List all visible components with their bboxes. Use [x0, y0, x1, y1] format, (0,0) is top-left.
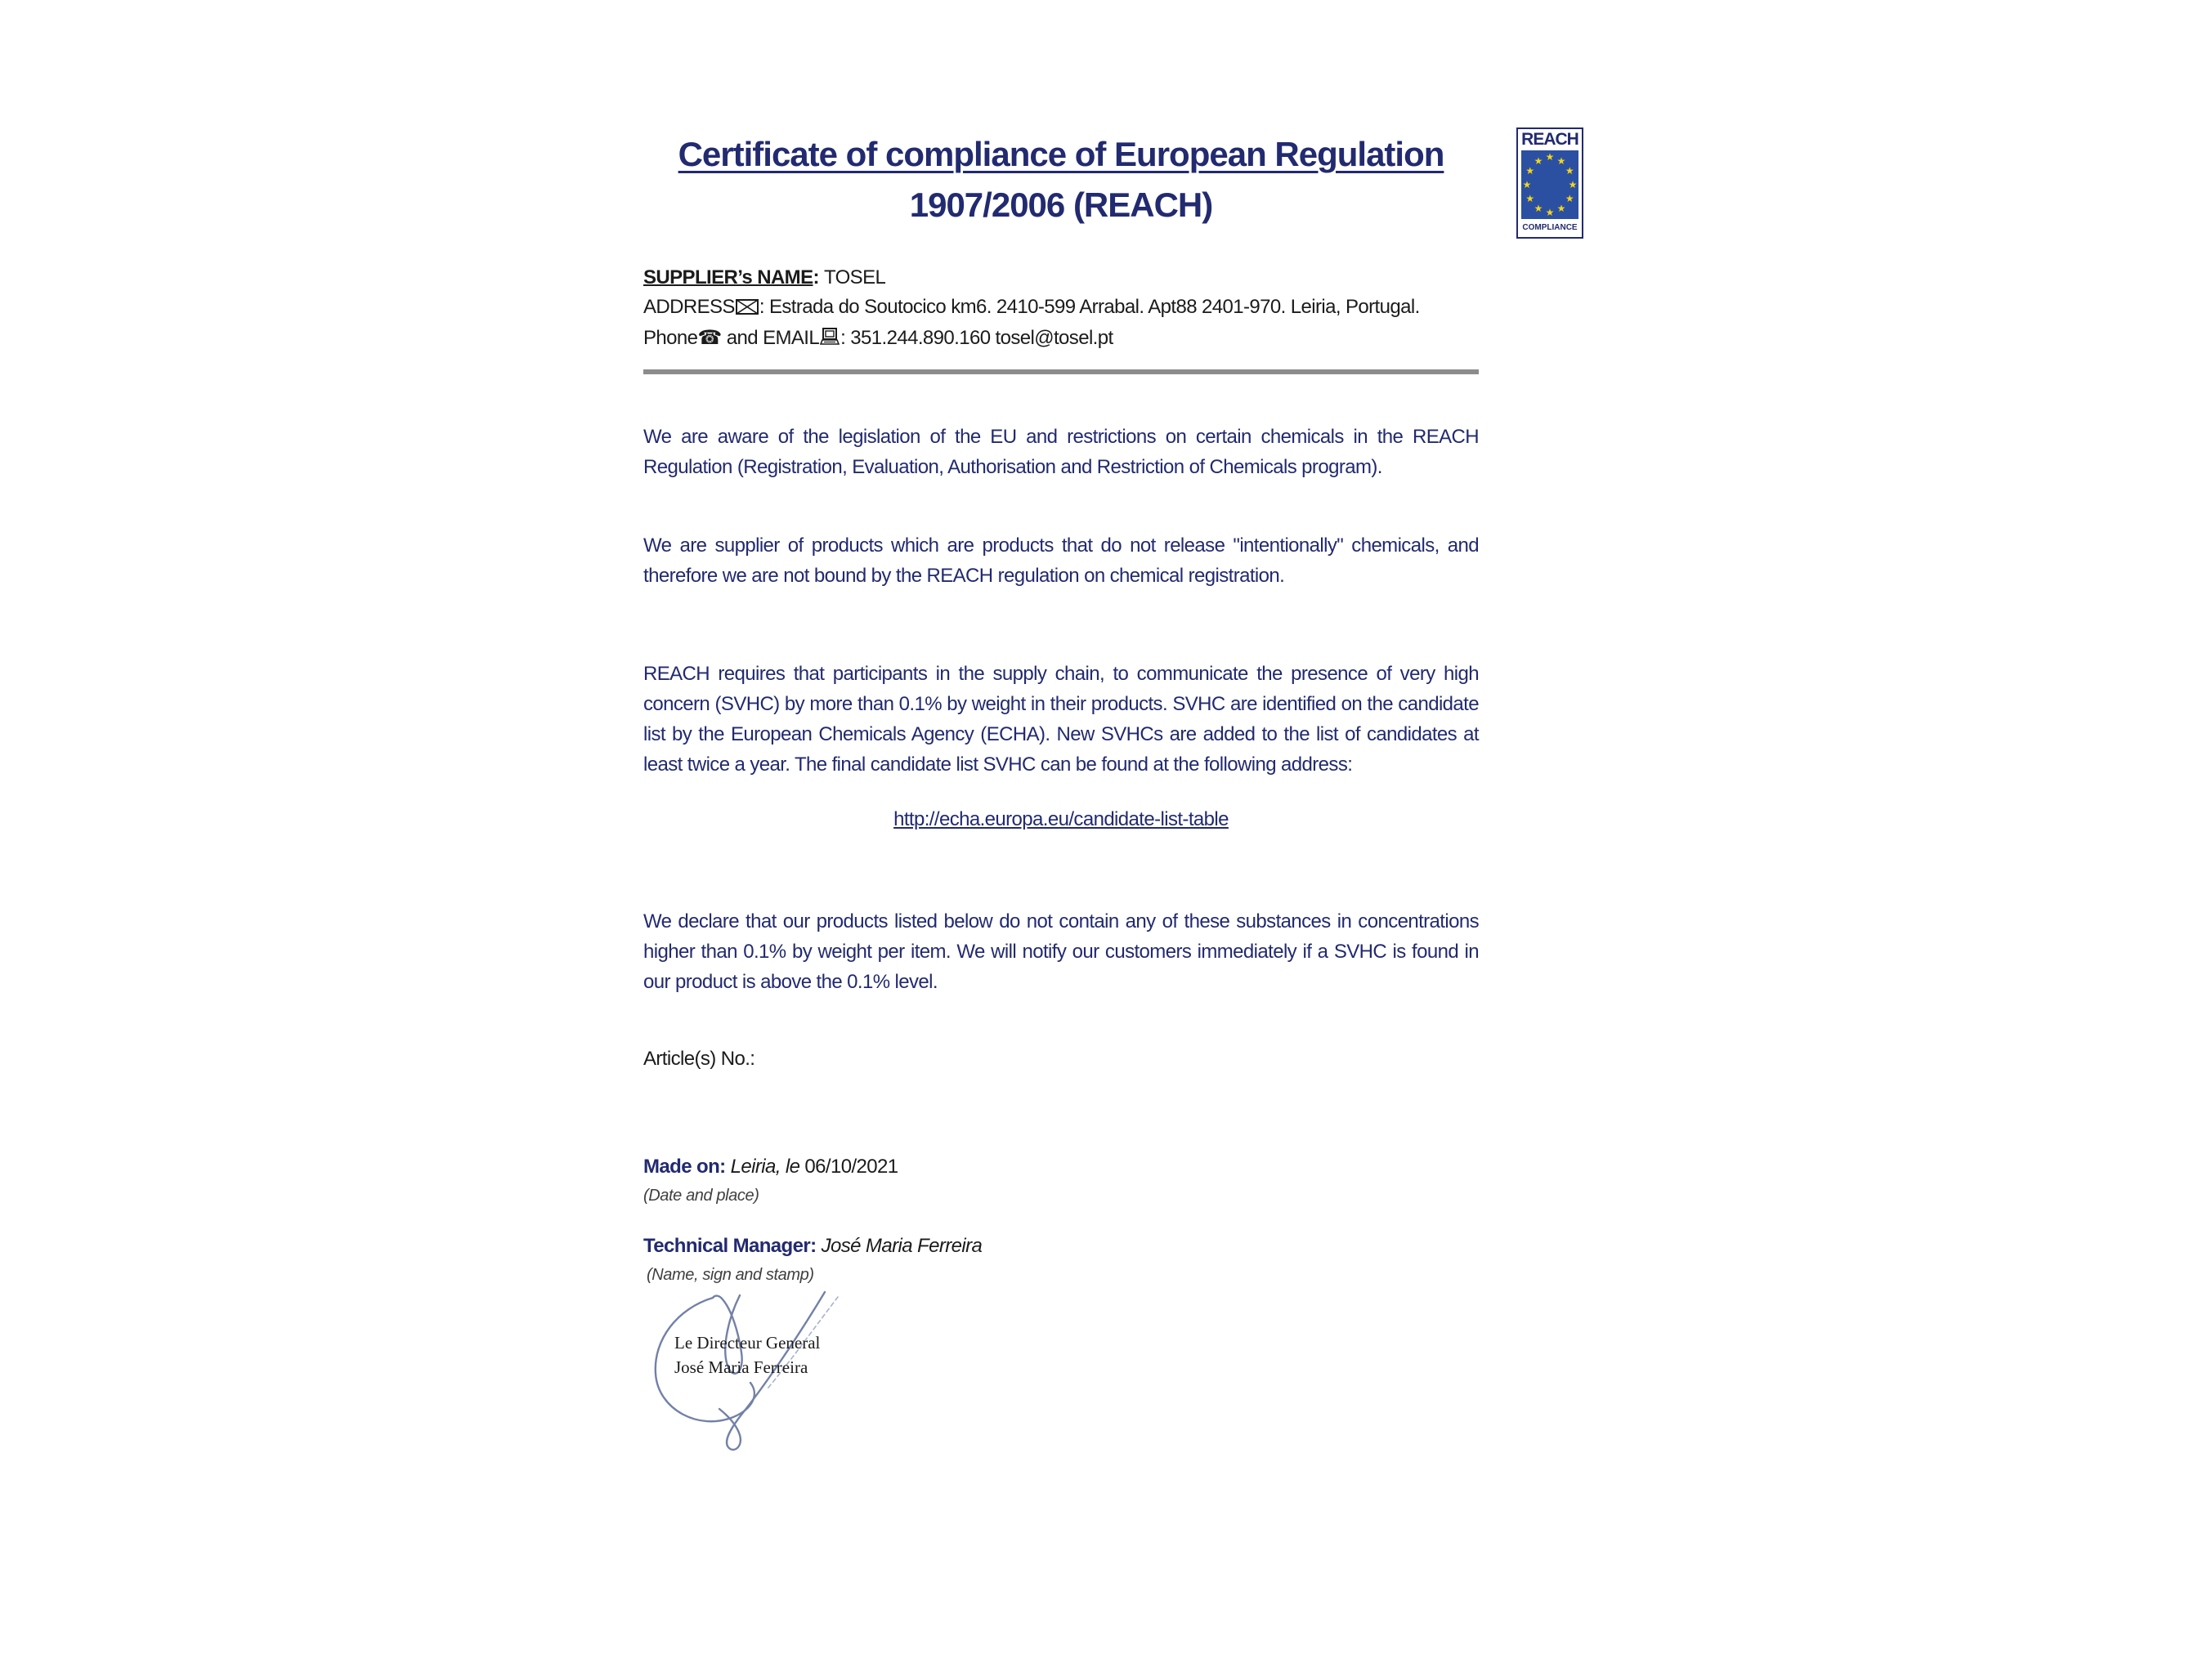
- technical-manager-line: [643, 1231, 1479, 1261]
- envelope-icon: [736, 294, 759, 324]
- eu-star-icon: ★: [1556, 154, 1566, 167]
- eu-star-icon: ★: [1556, 203, 1566, 215]
- made-on-label: Made on:: [643, 1156, 726, 1178]
- signature-title-text: Le Directeur General: [674, 1333, 821, 1353]
- eu-star-icon: ★: [1565, 192, 1574, 204]
- technical-manager-label: Technical Manager:: [643, 1235, 817, 1257]
- supplier-name-value: TOSEL: [823, 266, 886, 288]
- eu-star-icon: ★: [1545, 206, 1555, 218]
- technical-manager-value: José Maria Ferreira: [821, 1235, 983, 1257]
- supplier-address-line: [643, 293, 1479, 324]
- eu-flag: [1521, 150, 1578, 219]
- phone-label: Phone: [643, 327, 698, 349]
- eu-star-icon: ★: [1522, 179, 1532, 190]
- signature-name-text: José Maria Ferreira: [674, 1357, 808, 1377]
- paragraph-reach-requirements: REACH requires that participants in the supply chain, to communicate the presence of very high concern (SVHC) by more than 0.1% by weight in their products. SVHC are identified on the candidate list by the European Chemicals Agency (ECHA). New SVHCs are added to the list of candidates at least twice a year. The final candidate list SVHC can be found at the following address:: [643, 663, 1479, 776]
- page-title-line1: Certificate of compliance of European Regulation: [678, 135, 1444, 173]
- eu-star-icon: ★: [1534, 203, 1543, 215]
- made-on-date: 06/10/2021: [804, 1156, 898, 1178]
- signature-block: [643, 1286, 856, 1461]
- supplier-name-colon: :: [813, 266, 819, 288]
- page-title-line2: 1907/2006 (REACH): [909, 186, 1213, 224]
- candidate-list-link[interactable]: http://echa.europa.eu/candidate-list-table: [893, 808, 1229, 830]
- reach-logo-title: REACH: [1521, 130, 1578, 149]
- supplier-contact-line: [643, 324, 1479, 355]
- page-title: [643, 129, 1479, 230]
- reach-compliance-logo: [1516, 127, 1583, 239]
- paragraph-awareness: We are aware of the legislation of the EU and restrictions on certain chemicals in the REACH Regulation (Registration, Evaluation, Authorisation and Restriction of Chemicals program).: [643, 426, 1479, 478]
- computer-icon: [820, 325, 840, 355]
- phone-icon: ☎: [697, 327, 722, 349]
- name-sign-stamp-caption: (Name, sign and stamp): [647, 1266, 814, 1284]
- section-divider: [643, 369, 1479, 374]
- eu-star-icon: ★: [1545, 151, 1555, 163]
- eu-star-icon: ★: [1525, 192, 1535, 204]
- supplier-address-value: Estrada do Soutocico km6. 2410-599 Arrabal. Apt88 2401-970. Leiria, Portugal.: [768, 296, 1420, 318]
- paragraph-supplier-statement: We are supplier of products which are products that do not release "intentionally" chemicals, and therefore we are not bound by the REACH regulation on chemical registration.: [643, 534, 1479, 587]
- candidate-list-link-line: [643, 804, 1479, 834]
- supplier-name-label: SUPPLIER’s NAME: [643, 266, 813, 288]
- paragraph-declaration: We declare that our products listed below do not contain any of these substances in concentrations higher than 0.1% by weight per item. We will notify our customers immediately if a SVHC is found in our product is above the 0.1% level.: [643, 910, 1479, 993]
- supplier-name-line: [643, 263, 1479, 293]
- eu-star-icon: ★: [1525, 165, 1535, 177]
- supplier-block: [643, 263, 1479, 355]
- made-on-line: [643, 1151, 1479, 1182]
- contact-colon: :: [840, 327, 846, 349]
- reach-logo-compliance-label: COMPLIANCE: [1522, 223, 1578, 232]
- supplier-address-label: ADDRESS: [643, 296, 735, 318]
- date-place-caption: (Date and place): [643, 1187, 759, 1205]
- supplier-address-colon: :: [759, 296, 764, 318]
- certificate-body: [643, 123, 1479, 1461]
- made-on-place: Leiria, le: [730, 1156, 800, 1178]
- eu-star-icon: ★: [1568, 179, 1578, 190]
- signature-image: [643, 1286, 856, 1461]
- eu-star-icon: ★: [1565, 165, 1574, 177]
- eu-star-icon: ★: [1534, 154, 1543, 167]
- articles-no-label: Article(s) No.:: [643, 1048, 755, 1070]
- contact-value: 351.244.890.160 tosel@tosel.pt: [850, 327, 1113, 349]
- and-email-label: and EMAIL: [726, 327, 820, 349]
